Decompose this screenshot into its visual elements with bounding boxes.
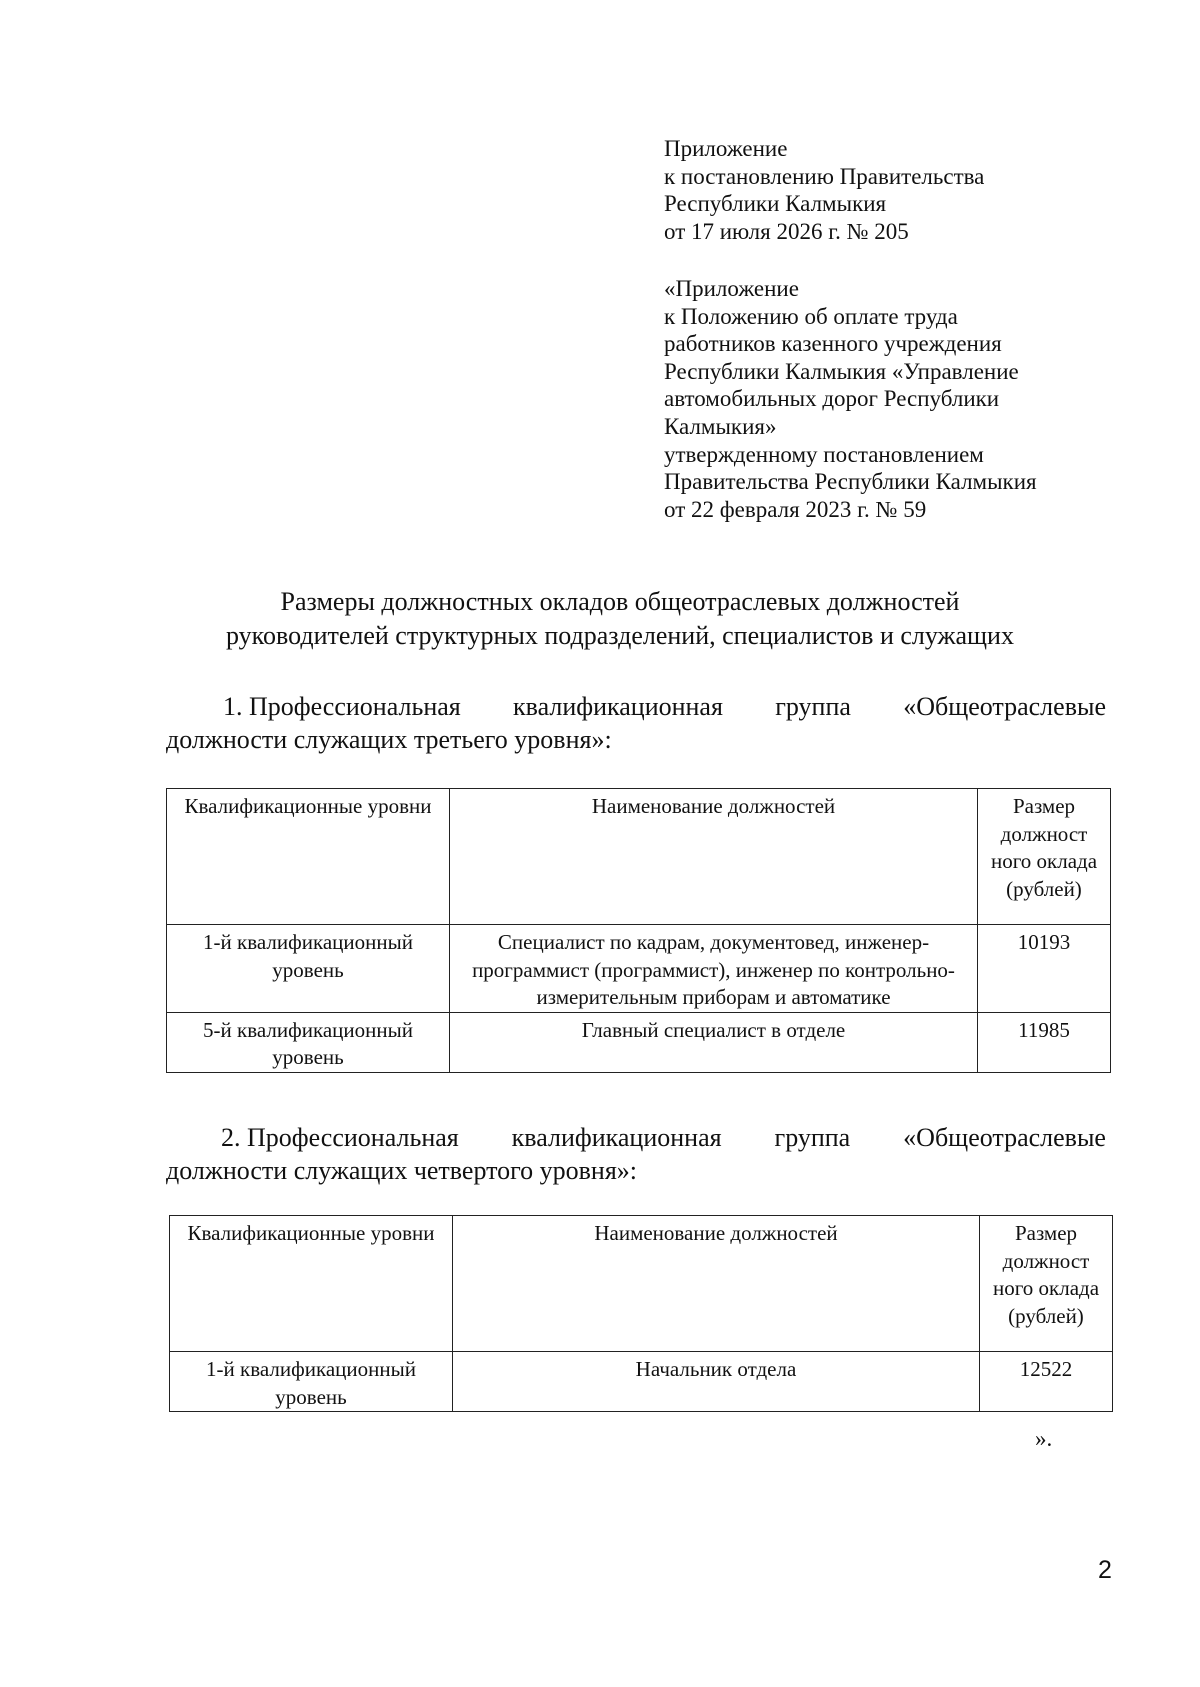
level-cell: 1-й квалификационный уровень: [167, 925, 450, 1013]
positions-cell: Специалист по кадрам, документовед, инженер-программист (программист), инженер по контрольно-измерительным приборам и автоматике: [450, 925, 978, 1013]
section-heading-line: [166, 1121, 1106, 1154]
heading-word: квалификационная: [511, 1123, 722, 1152]
quoted-appendix-block: [664, 275, 1104, 523]
table-row: [167, 1012, 1111, 1072]
appendix-line: автомобильных дорог Республики: [664, 386, 1000, 412]
section-number: 2.: [221, 1123, 241, 1152]
salary-cell: 10193: [978, 925, 1111, 1013]
appendix-line: к постановлению Правительства: [664, 163, 985, 189]
appendix-line: Правительства Республики Калмыкия: [664, 469, 1037, 495]
appendix-line: от 17 июля 2026 г. № 205: [664, 218, 909, 244]
section-heading-line: [166, 690, 1106, 723]
appendix-line: Республики Калмыкия «Управление: [664, 358, 1019, 384]
positions-cell: Главный специалист в отделе: [450, 1012, 978, 1072]
appendix-line: Республики Калмыкия: [664, 191, 887, 217]
page-number: 2: [1098, 1556, 1112, 1584]
heading-word: Профессиональная: [247, 1123, 459, 1152]
title-line: Размеры должностных окладов общеотраслевых должностей: [280, 587, 960, 616]
heading-word: «Общеотраслевые: [903, 692, 1106, 721]
salary-cell: 12522: [980, 1352, 1113, 1412]
positions-cell: Начальник отдела: [453, 1352, 980, 1412]
appendix-line: к Положению об оплате труда: [664, 303, 958, 329]
title-line: руководителей структурных подразделений, специалистов и служащих: [226, 621, 1014, 650]
level-cell: 5-й квалификационный уровень: [167, 1012, 450, 1072]
heading-word: группа: [774, 1123, 851, 1152]
appendix-line: от 22 февраля 2023 г. № 59: [664, 496, 927, 522]
header-cell-positions: Наименование должностей: [453, 1216, 980, 1352]
section-number: 1.: [223, 692, 243, 721]
heading-word: «Общеотраслевые: [903, 1123, 1106, 1152]
document-title: [120, 585, 1120, 653]
heading-word: Профессиональная: [249, 692, 461, 721]
section-heading-line: должности служащих третьего уровня»:: [166, 725, 612, 754]
closing-quote: ».: [1035, 1426, 1053, 1451]
appendix-line: работников казенного учреждения: [664, 331, 1002, 357]
salary-cell: 11985: [978, 1012, 1111, 1072]
header-cell-level: Квалификационные уровни: [167, 789, 450, 925]
table-header-row: [167, 789, 1111, 925]
section-heading: [166, 1121, 1106, 1187]
heading-word: квалификационная: [513, 692, 723, 721]
appendix-block: [664, 135, 1104, 245]
appendix-line: «Приложение: [664, 276, 799, 301]
salary-table: [169, 1215, 1113, 1412]
heading-word: группа: [775, 692, 851, 721]
header-cell-salary: Размер должност ного оклада (рублей): [978, 789, 1111, 925]
table-row: [170, 1352, 1113, 1412]
appendix-line: утвержденному постановлением: [664, 441, 984, 467]
section-heading-line: должности служащих четвертого уровня»:: [166, 1156, 638, 1185]
appendix-line: Калмыкия»: [664, 413, 777, 439]
table-header-row: [170, 1216, 1113, 1352]
level-cell: 1-й квалификационный уровень: [170, 1352, 453, 1412]
header-cell-salary: Размер должност ного оклада (рублей): [980, 1216, 1113, 1352]
section-heading: [166, 690, 1106, 756]
appendix-line: Приложение: [664, 136, 788, 161]
header-cell-level: Квалификационные уровни: [170, 1216, 453, 1352]
header-cell-positions: Наименование должностей: [450, 789, 978, 925]
table-row: [167, 925, 1111, 1013]
salary-table: [166, 788, 1111, 1073]
